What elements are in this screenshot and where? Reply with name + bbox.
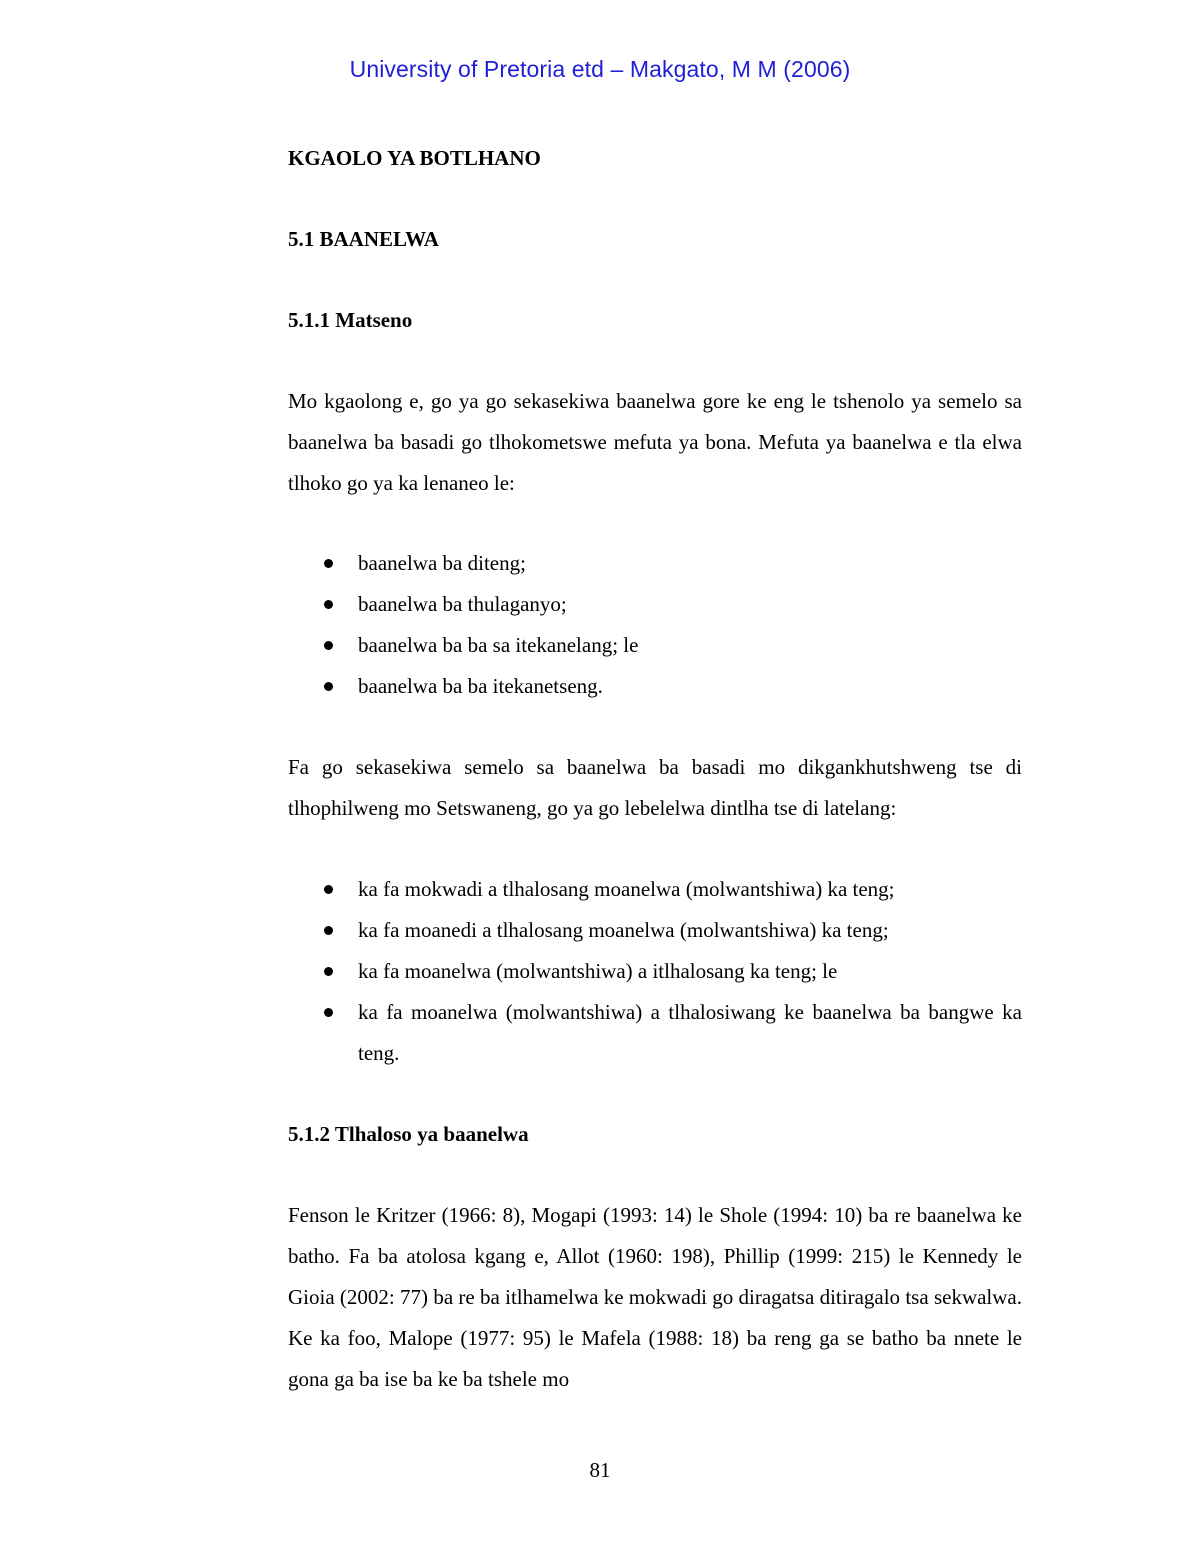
list-item-text: baanelwa ba ba sa itekanelang; le — [358, 633, 639, 657]
list-item-text: ka fa moanelwa (molwantshiwa) a itlhalosang ka teng; le — [358, 959, 838, 983]
subsection-1-paragraph-1: Mo kgaolong e, go ya go sekasekiwa baanelwa gore ke eng le tshenolo ya semelo sa baanelwa ba basadi go tlhokometswe mefuta ya bona. Mefuta ya baanelwa e tla elwa tlhoko go ya ka lenaneo le: — [288, 389, 1022, 495]
subsection-1-paragraph-2: Fa go sekasekiwa semelo sa baanelwa ba basadi mo dikgankhutshweng tse di tlhophilweng mo Setswaneng, go ya go lebelelwa dintlha tse di latelang: — [288, 755, 1022, 820]
running-header: University of Pretoria etd – Makgato, M M (2006) — [349, 56, 851, 82]
list-item — [288, 584, 1022, 625]
list-item — [288, 869, 1022, 910]
subsection-2-paragraph-1: Fenson le Kritzer (1966: 8), Mogapi (1993: 14) le Shole (1994: 10) ba re baanelwa ke batho. Fa ba atolosa kgang e, Allot (1960: 198), Phillip (1999: 215) le Kennedy le Gioia (2002: 77) ba re ba itlhamelwa ke mokwadi go diragatsa ditiragalo tsa sekwalwa. Ke ka foo, Malope (1977: 95) le Mafela (1988: 18) ba reng ga se batho ba nnete le gona ga ba ise ba ke ba tshele mo — [288, 1203, 1022, 1391]
bullet-icon — [324, 559, 333, 568]
bullet-icon — [324, 1008, 333, 1017]
bullet-icon — [324, 885, 333, 894]
list-item-text: baanelwa ba ba itekanetseng. — [358, 674, 603, 698]
list-item-text: ka fa moanelwa (molwantshiwa) a tlhalosiwang ke baanelwa ba bangwe ka teng. — [358, 1000, 1022, 1065]
list-item-text: ka fa mokwadi a tlhalosang moanelwa (molwantshiwa) ka teng; — [358, 877, 895, 901]
list-item — [288, 625, 1022, 666]
list-item-text: ka fa moanedi a tlhalosang moanelwa (molwantshiwa) ka teng; — [358, 918, 889, 942]
bullet-list-2 — [288, 869, 1022, 1074]
bullet-icon — [324, 600, 333, 609]
page-number: 81 — [589, 1458, 611, 1482]
bullet-icon — [324, 926, 333, 935]
list-item — [288, 666, 1022, 707]
list-item — [288, 951, 1022, 992]
subsection-2-title: 5.1.2 Tlhaloso ya baanelwa — [288, 1122, 529, 1146]
section-title: 5.1 BAANELWA — [288, 227, 439, 251]
list-item — [288, 992, 1022, 1074]
bullet-list-1 — [288, 543, 1022, 707]
list-item-text: baanelwa ba diteng; — [358, 551, 526, 575]
list-item — [288, 543, 1022, 584]
list-item-text: baanelwa ba thulaganyo; — [358, 592, 567, 616]
list-item — [288, 910, 1022, 951]
bullet-icon — [324, 967, 333, 976]
bullet-icon — [324, 682, 333, 691]
subsection-1-title: 5.1.1 Matseno — [288, 308, 413, 332]
bullet-icon — [324, 641, 333, 650]
page-body — [288, 138, 1022, 1400]
chapter-title: KGAOLO YA BOTLHANO — [288, 146, 541, 170]
